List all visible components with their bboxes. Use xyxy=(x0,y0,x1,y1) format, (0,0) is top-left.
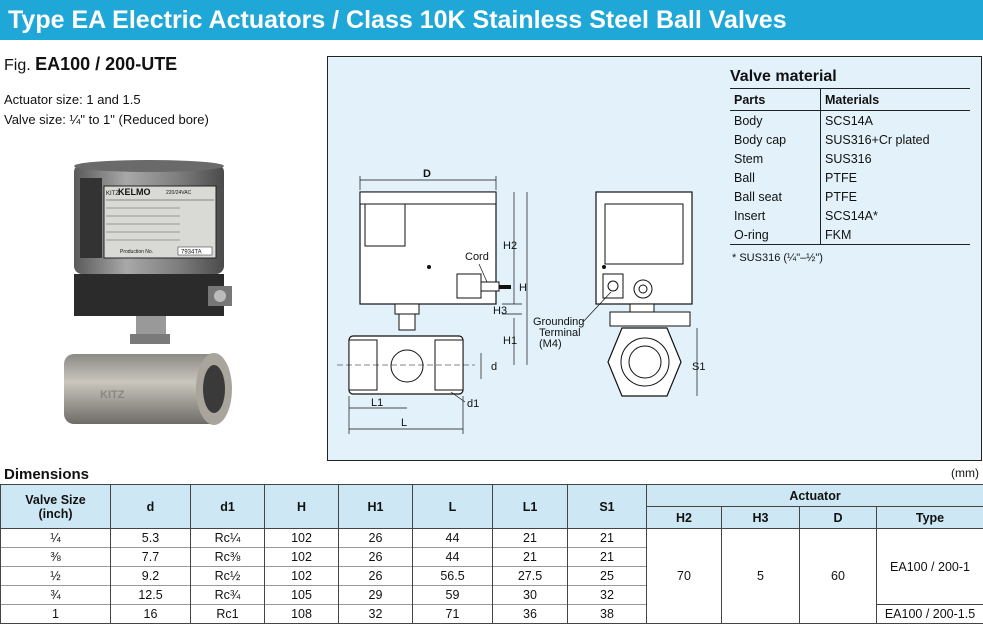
dim-label-d1: d1 xyxy=(467,398,480,410)
cell-L: 71 xyxy=(413,605,493,624)
header-valve-size xyxy=(1,485,111,529)
material-row xyxy=(730,149,970,168)
material-value: PTFE xyxy=(825,170,857,185)
material-part: Stem xyxy=(730,149,821,168)
cell-d1: Rc1 xyxy=(191,605,265,624)
cell-size: ¼ xyxy=(1,529,111,548)
cell-H1: 26 xyxy=(339,529,413,548)
cell-size: ½ xyxy=(1,567,111,586)
header-actuator: Actuator xyxy=(647,485,983,507)
material-value: SCS14A* xyxy=(825,208,878,223)
cell-H: 102 xyxy=(265,567,339,586)
header-d: d xyxy=(111,485,191,529)
grounding-label-1: Grounding xyxy=(533,316,585,328)
photo-maker: KITZ xyxy=(106,191,119,197)
material-value: PTFE xyxy=(825,189,857,204)
cell-H1: 26 xyxy=(339,567,413,586)
table-row xyxy=(1,529,983,548)
cell-type-small: EA100 / 200-1 xyxy=(877,529,983,605)
photo-voltage: 220/24VAC xyxy=(166,190,192,196)
cell-d: 7.7 xyxy=(111,548,191,567)
cell-H2: 70 xyxy=(647,529,722,624)
header-H3: H3 xyxy=(722,507,800,529)
cell-d: 5.3 xyxy=(111,529,191,548)
material-part: Body cap xyxy=(730,130,821,149)
cell-type-large: EA100 / 200-1.5 xyxy=(877,605,983,624)
cell-L: 59 xyxy=(413,586,493,605)
material-part: Insert xyxy=(730,206,821,225)
cell-H: 102 xyxy=(265,529,339,548)
cell-S1: 21 xyxy=(568,529,647,548)
grounding-label-2: Terminal xyxy=(539,327,581,339)
cell-L1: 27.5 xyxy=(493,567,568,586)
header-type: Type xyxy=(877,507,983,529)
dim-label-L1: L1 xyxy=(371,397,384,409)
dimension-drawing xyxy=(327,56,727,461)
cell-L1: 36 xyxy=(493,605,568,624)
header-H1: H1 xyxy=(339,485,413,529)
cell-L1: 21 xyxy=(493,529,568,548)
cell-d: 12.5 xyxy=(111,586,191,605)
cell-H1: 29 xyxy=(339,586,413,605)
cell-d: 16 xyxy=(111,605,191,624)
cell-d1: Rc¾ xyxy=(191,586,265,605)
material-value: SUS316+Cr plated xyxy=(825,132,930,147)
photo-production-value: 7934TA xyxy=(181,249,202,256)
dim-label-H1: H1 xyxy=(503,335,518,347)
cell-d1: Rc¼ xyxy=(191,529,265,548)
figure-model: EA100 / 200-UTE xyxy=(35,54,178,74)
cell-size: 1 xyxy=(1,605,111,624)
dim-label-H2: H2 xyxy=(503,240,518,252)
dim-label-d: d xyxy=(491,361,498,373)
cell-H: 108 xyxy=(265,605,339,624)
dim-label-H3: H3 xyxy=(493,305,508,317)
cell-d: 9.2 xyxy=(111,567,191,586)
figure-caption xyxy=(4,54,177,75)
cell-H3: 5 xyxy=(722,529,800,624)
material-row xyxy=(730,168,970,187)
material-part: Ball seat xyxy=(730,187,821,206)
material-title: Valve material xyxy=(730,68,837,85)
actuator-size-text: Actuator size: 1 and 1.5 xyxy=(4,92,141,107)
dimensions-title: Dimensions xyxy=(4,466,90,483)
material-row xyxy=(730,225,970,245)
header-valve-size-line1: Valve Size xyxy=(25,492,86,507)
material-row xyxy=(730,187,970,206)
valve-material-box xyxy=(730,68,970,245)
dim-label-S1: S1 xyxy=(692,361,706,373)
material-part: Body xyxy=(730,111,821,131)
dim-label-H: H xyxy=(519,282,527,294)
material-footnote: * SUS316 (¼"–½") xyxy=(732,252,823,264)
product-photo xyxy=(60,158,260,440)
cell-size: ⅜ xyxy=(1,548,111,567)
photo-body-mark: KITZ xyxy=(100,389,125,401)
material-table xyxy=(730,88,970,245)
photo-brand: KELMO xyxy=(118,187,151,197)
valve-size-text: Valve size: ¼" to 1" (Reduced bore) xyxy=(4,112,209,127)
material-value: SCS14A xyxy=(825,113,873,128)
header-valve-size-line2: (inch) xyxy=(38,506,73,521)
material-header-materials: Materials xyxy=(821,89,971,111)
header-L: L xyxy=(413,485,493,529)
material-part: O-ring xyxy=(730,225,821,245)
dimensions-table xyxy=(0,484,983,624)
cell-D: 60 xyxy=(800,529,877,624)
cell-S1: 38 xyxy=(568,605,647,624)
header-H: H xyxy=(265,485,339,529)
cell-H1: 26 xyxy=(339,548,413,567)
cell-d1: Rc⅜ xyxy=(191,548,265,567)
cord-label: Cord xyxy=(465,251,489,263)
dim-label-D: D xyxy=(423,168,431,180)
cell-S1: 21 xyxy=(568,548,647,567)
material-row xyxy=(730,130,970,149)
cell-H: 105 xyxy=(265,586,339,605)
cell-H1: 32 xyxy=(339,605,413,624)
header-S1: S1 xyxy=(568,485,647,529)
page-banner: Type EA Electric Actuators / Class 10K Stainless Steel Ball Valves xyxy=(0,0,983,40)
material-row xyxy=(730,206,970,225)
cell-size: ¾ xyxy=(1,586,111,605)
figure-prefix: Fig. xyxy=(4,57,31,74)
cell-L: 44 xyxy=(413,529,493,548)
header-H2: H2 xyxy=(647,507,722,529)
cell-d1: Rc½ xyxy=(191,567,265,586)
grounding-label-3: (M4) xyxy=(539,338,562,350)
cell-L: 44 xyxy=(413,548,493,567)
cell-S1: 32 xyxy=(568,586,647,605)
material-part: Ball xyxy=(730,168,821,187)
header-L1: L1 xyxy=(493,485,568,529)
cell-L1: 21 xyxy=(493,548,568,567)
material-header-parts: Parts xyxy=(730,89,821,111)
cell-S1: 25 xyxy=(568,567,647,586)
dim-label-L: L xyxy=(401,417,408,429)
header-D: D xyxy=(800,507,877,529)
cell-H: 102 xyxy=(265,548,339,567)
material-value: FKM xyxy=(821,225,971,245)
material-value: SUS316 xyxy=(825,151,872,166)
cell-L1: 30 xyxy=(493,586,568,605)
dimensions-unit: (mm) xyxy=(951,466,979,480)
cell-L: 56.5 xyxy=(413,567,493,586)
header-d1: d1 xyxy=(191,485,265,529)
material-row xyxy=(730,111,970,131)
photo-production-label: Production No. xyxy=(120,249,154,255)
